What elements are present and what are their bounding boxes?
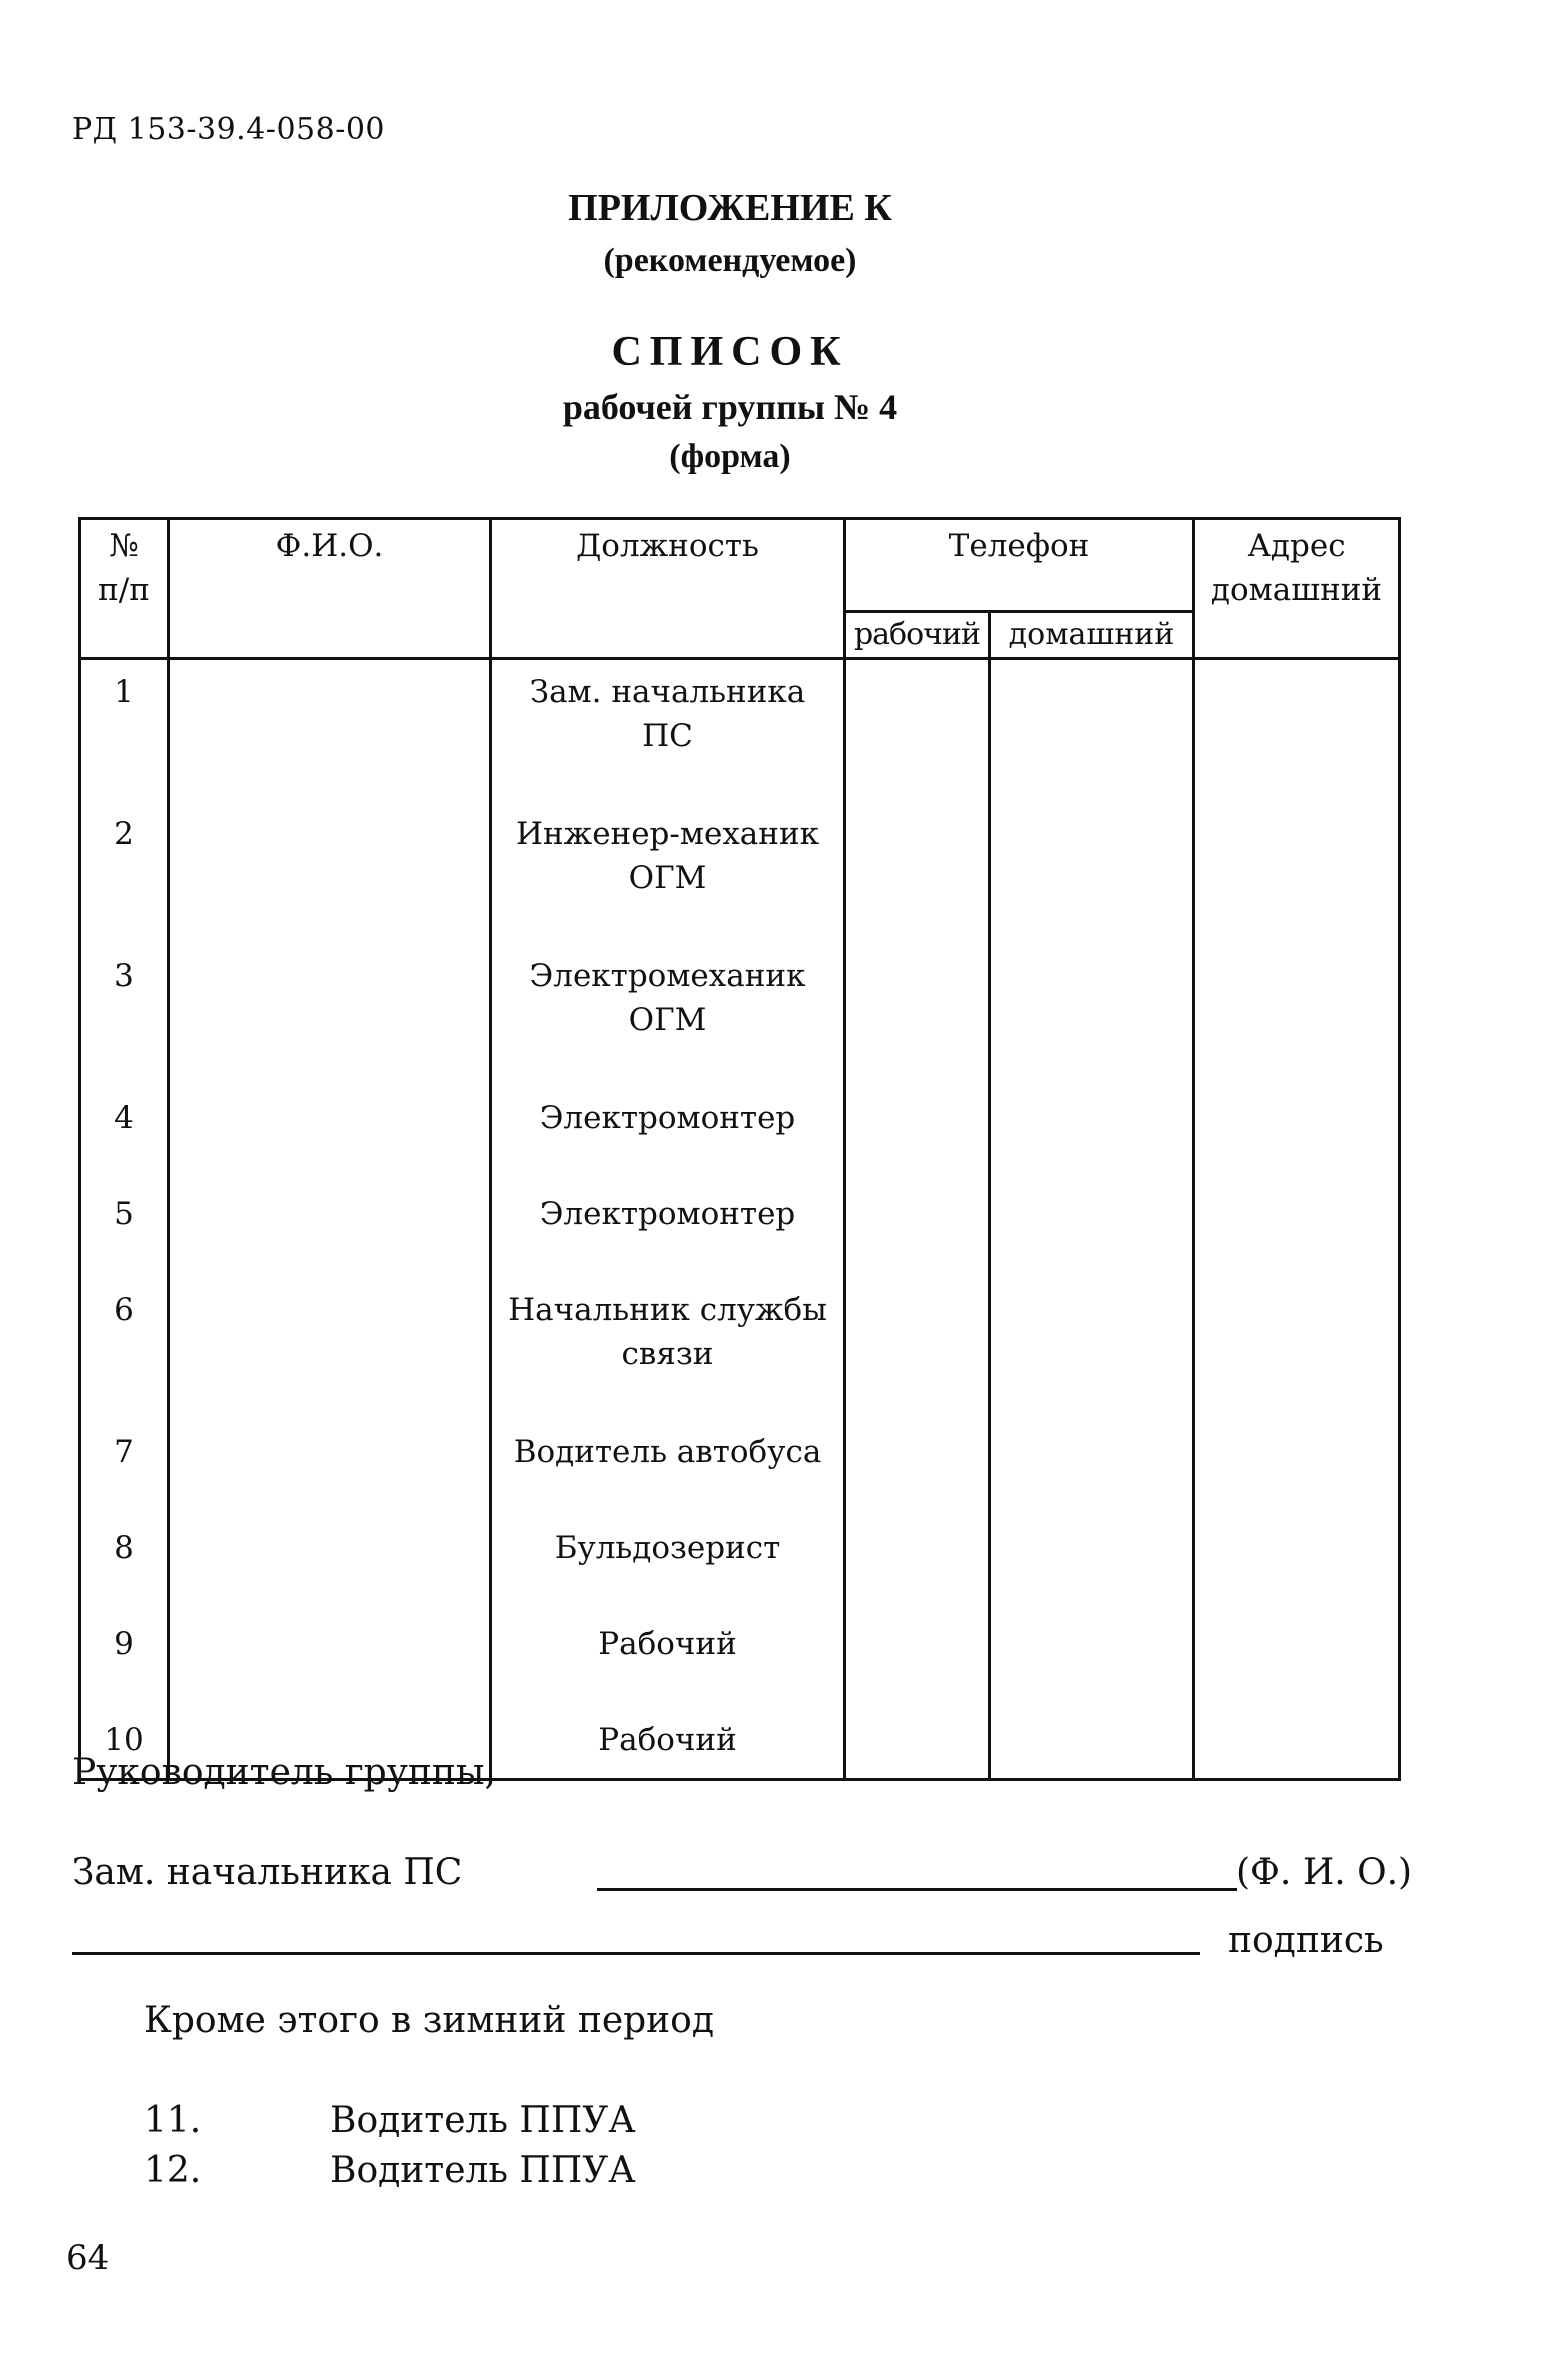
row-number: 5: [80, 1188, 169, 1284]
row-number: 8: [80, 1522, 169, 1618]
phone-home-cell: [990, 1714, 1194, 1780]
phone-home-cell: [990, 659, 1194, 809]
signature-label: подпись: [1228, 1920, 1384, 1961]
phone-home-cell: [990, 1092, 1194, 1188]
table-row: [80, 1092, 1400, 1188]
column-header-fio: Ф.И.О.: [169, 519, 491, 659]
column-header-address: Адрес домашний: [1194, 519, 1400, 659]
phone-work-cell: [845, 1188, 990, 1284]
fio-cell: [169, 1522, 491, 1618]
fio-signature-line: [597, 1888, 1237, 1891]
column-header-position: Должность: [491, 519, 845, 659]
list-subtitle: рабочей группы № 4: [562, 387, 898, 427]
column-header-number: № п/п: [80, 519, 169, 659]
fio-cell: [169, 1284, 491, 1426]
phone-home-cell: [990, 1618, 1194, 1714]
phone-work-cell: [845, 808, 990, 950]
table-row: [80, 659, 1400, 809]
row-number: 4: [80, 1092, 169, 1188]
extra-item-number: 12.: [144, 2150, 202, 2191]
table-row: [80, 1618, 1400, 1714]
table-row: [80, 1284, 1400, 1426]
row-number: 1: [80, 659, 169, 809]
phone-work-cell: [845, 659, 990, 809]
fio-cell: [169, 1092, 491, 1188]
position-cell: Электромонтер: [491, 1092, 845, 1188]
extra-item-number: 11.: [144, 2100, 202, 2141]
row-number: 7: [80, 1426, 169, 1522]
address-cell: [1194, 1092, 1400, 1188]
position-cell: Рабочий: [491, 1714, 845, 1780]
phone-home-cell: [990, 808, 1194, 950]
column-header-phone: Телефон: [845, 519, 1194, 612]
table-row: [80, 808, 1400, 950]
fio-cell: [169, 808, 491, 950]
list-title: СПИСОК: [611, 329, 849, 375]
address-cell: [1194, 659, 1400, 809]
position-cell: Бульдозерист: [491, 1522, 845, 1618]
fio-cell: [169, 1188, 491, 1284]
row-number: 6: [80, 1284, 169, 1426]
address-cell: [1194, 1188, 1400, 1284]
phone-home-cell: [990, 1426, 1194, 1522]
position-cell: Водитель автобуса: [491, 1426, 845, 1522]
table-row: [80, 1522, 1400, 1618]
phone-work-cell: [845, 1426, 990, 1522]
fio-label: (Ф. И. О.): [1236, 1852, 1413, 1893]
address-cell: [1194, 1522, 1400, 1618]
phone-home-cell: [990, 1284, 1194, 1426]
address-cell: [1194, 1426, 1400, 1522]
phone-home-cell: [990, 950, 1194, 1092]
phone-work-cell: [845, 1284, 990, 1426]
row-number: 9: [80, 1618, 169, 1714]
fio-cell: [169, 1426, 491, 1522]
winter-note: Кроме этого в зимний период: [144, 2000, 715, 2041]
fio-cell: [169, 950, 491, 1092]
position-cell: Зам. начальника ПС: [491, 659, 845, 809]
phone-home-cell: [990, 1522, 1194, 1618]
row-number: 10: [80, 1714, 169, 1780]
extra-item-text: Водитель ППУА: [330, 2100, 636, 2141]
phone-work-cell: [845, 950, 990, 1092]
address-cell: [1194, 1618, 1400, 1714]
document-code: РД 153-39.4-058-00: [72, 112, 386, 147]
row-number: 2: [80, 808, 169, 950]
page-number: 64: [66, 2238, 110, 2278]
address-cell: [1194, 1284, 1400, 1426]
fio-cell: [169, 1618, 491, 1714]
address-cell: [1194, 808, 1400, 950]
appendix-type: (рекомендуемое): [603, 242, 857, 279]
appendix-title: ПРИЛОЖЕНИЕ К: [568, 187, 892, 229]
address-cell: [1194, 950, 1400, 1092]
fio-cell: [169, 659, 491, 809]
table-row: [80, 950, 1400, 1092]
phone-work-cell: [845, 1092, 990, 1188]
position-cell: Инженер-механик ОГМ: [491, 808, 845, 950]
position-cell: Электромеханик ОГМ: [491, 950, 845, 1092]
position-cell: Начальник службы связи: [491, 1284, 845, 1426]
table-row: [80, 1188, 1400, 1284]
group-leader-label: Руководитель группы,: [72, 1752, 496, 1793]
position-cell: Электромонтер: [491, 1188, 845, 1284]
phone-work-cell: [845, 1522, 990, 1618]
group-leader-position: Зам. начальника ПС: [72, 1852, 463, 1893]
table-row: [80, 1426, 1400, 1522]
phone-work-cell: [845, 1618, 990, 1714]
column-header-phone-home: домашний: [990, 612, 1194, 659]
address-cell: [1194, 1714, 1400, 1780]
position-cell: Рабочий: [491, 1618, 845, 1714]
column-header-phone-work: рабочий: [845, 612, 990, 659]
phone-work-cell: [845, 1714, 990, 1780]
extra-item-text: Водитель ППУА: [330, 2150, 636, 2191]
work-group-table: [78, 517, 1401, 1781]
phone-home-cell: [990, 1188, 1194, 1284]
signature-line: [72, 1952, 1200, 1955]
list-form-label: (форма): [669, 438, 791, 475]
row-number: 3: [80, 950, 169, 1092]
